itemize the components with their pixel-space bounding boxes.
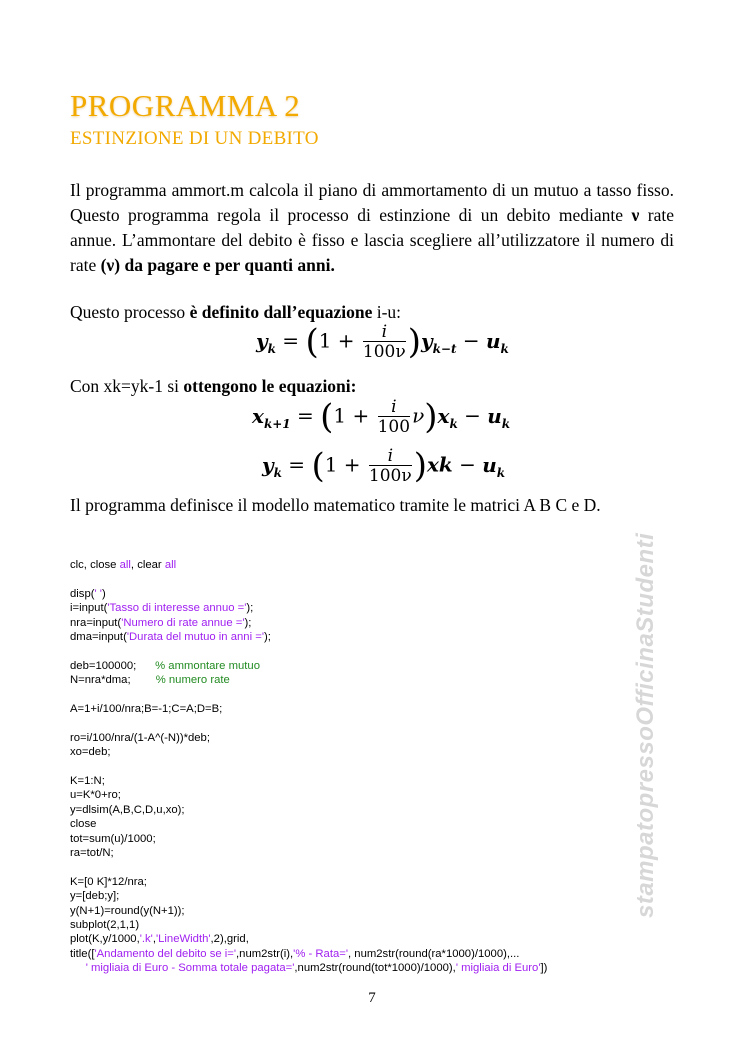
code-line: A=1+i/100/nra;B=-1;C=A;D=B; bbox=[70, 703, 223, 716]
code-line: close bbox=[70, 818, 97, 831]
code-line: y=dlsim(A,B,C,D,u,xo); bbox=[70, 803, 185, 816]
intro-nu-symbol: ν bbox=[631, 205, 640, 225]
code-line: plot(K,y/1000,'.k','LineWidth',2),grid, bbox=[70, 933, 249, 946]
page-subtitle: ESTINZIONE DI UN DEBITO bbox=[70, 128, 319, 149]
code-line: ra=tot/N; bbox=[70, 847, 114, 860]
process-text-3: i-u: bbox=[372, 302, 402, 322]
equations-paragraph bbox=[70, 374, 674, 399]
equation-2: $x_{k+1} = (1$ + $\frac{i}{100}$ $\nu)x_k - u_k$ bbox=[252, 396, 511, 437]
code-line: y=[deb;y]; bbox=[70, 890, 120, 903]
page-number: 7 bbox=[368, 990, 376, 1006]
code-line: ro=i/100/nra/(1-A^(-N))*deb; bbox=[70, 731, 210, 744]
code-line: clc, close all, clear all bbox=[70, 559, 177, 571]
process-text-2: è definito dall’equazione bbox=[189, 302, 373, 322]
intro-paragraph bbox=[70, 178, 674, 278]
code-line: N=nra*dma; % numero rate bbox=[70, 674, 230, 687]
page-title: PROGRAMMA 2 bbox=[70, 88, 301, 123]
equations-text-1: Con xk=yk-1 si bbox=[70, 376, 184, 396]
code-line: xo=deb; bbox=[70, 746, 111, 759]
equation-3: $y_k = (1$ + $\frac{i}{100\nu}$ )$xk - u_k$ bbox=[262, 445, 506, 486]
intro-text-3: (ν) da pagare e per quanti anni. bbox=[100, 255, 335, 275]
code-line: title(['Andamento del debito se i=',num2str(i),'% - Rata=', num2str(round(ra*1000)/1000),... bbox=[70, 947, 520, 960]
code-line: K=1:N; bbox=[70, 775, 105, 788]
code-line: K=[0 K]*12/nra; bbox=[70, 875, 147, 888]
code-line: deb=100000; % ammontare mutuo bbox=[70, 659, 260, 672]
matlab-code-block bbox=[70, 558, 547, 976]
code-line: dma=input('Durata del mutuo in anni ='); bbox=[70, 631, 271, 644]
code-line: subplot(2,1,1) bbox=[70, 919, 140, 932]
code-line: u=K*0+ro; bbox=[70, 789, 121, 802]
model-paragraph: Il programma definisce il modello matematico tramite le matrici A B C e D. bbox=[70, 495, 601, 515]
equations-text-2: ottengono le equazioni: bbox=[183, 376, 357, 396]
code-line: ' migliaia di Euro - Somma totale pagata=',num2str(round(tot*1000)/1000),' migliaia di Euro']) bbox=[85, 962, 548, 975]
code-line: i=input('Tasso di interesse annuo ='); bbox=[70, 602, 254, 615]
code-line: disp(' ') bbox=[70, 587, 106, 600]
process-text-1: Questo processo bbox=[70, 302, 190, 322]
intro-text-2: rate annue. L’ammontare del debito è fisso e lascia scegliere all’utilizzatore il numero di rate bbox=[70, 205, 674, 275]
equation-1: $y_k = (1$ + $\frac{i}{100\nu}$ )$y_{k-t} - u_k$ bbox=[256, 321, 509, 362]
code-line: nra=input('Numero di rate annue ='); bbox=[70, 616, 252, 629]
watermark: stampatopressoOfficinaStudenti bbox=[632, 532, 659, 918]
intro-text-1: Il programma ammort.m calcola il piano di ammortamento di un mutuo a tasso fisso. Questo programma regola il processo di estinzione di un debito mediante bbox=[70, 180, 674, 225]
code-line: y(N+1)=round(y(N+1)); bbox=[70, 904, 185, 917]
code-line: tot=sum(u)/1000; bbox=[70, 832, 156, 845]
